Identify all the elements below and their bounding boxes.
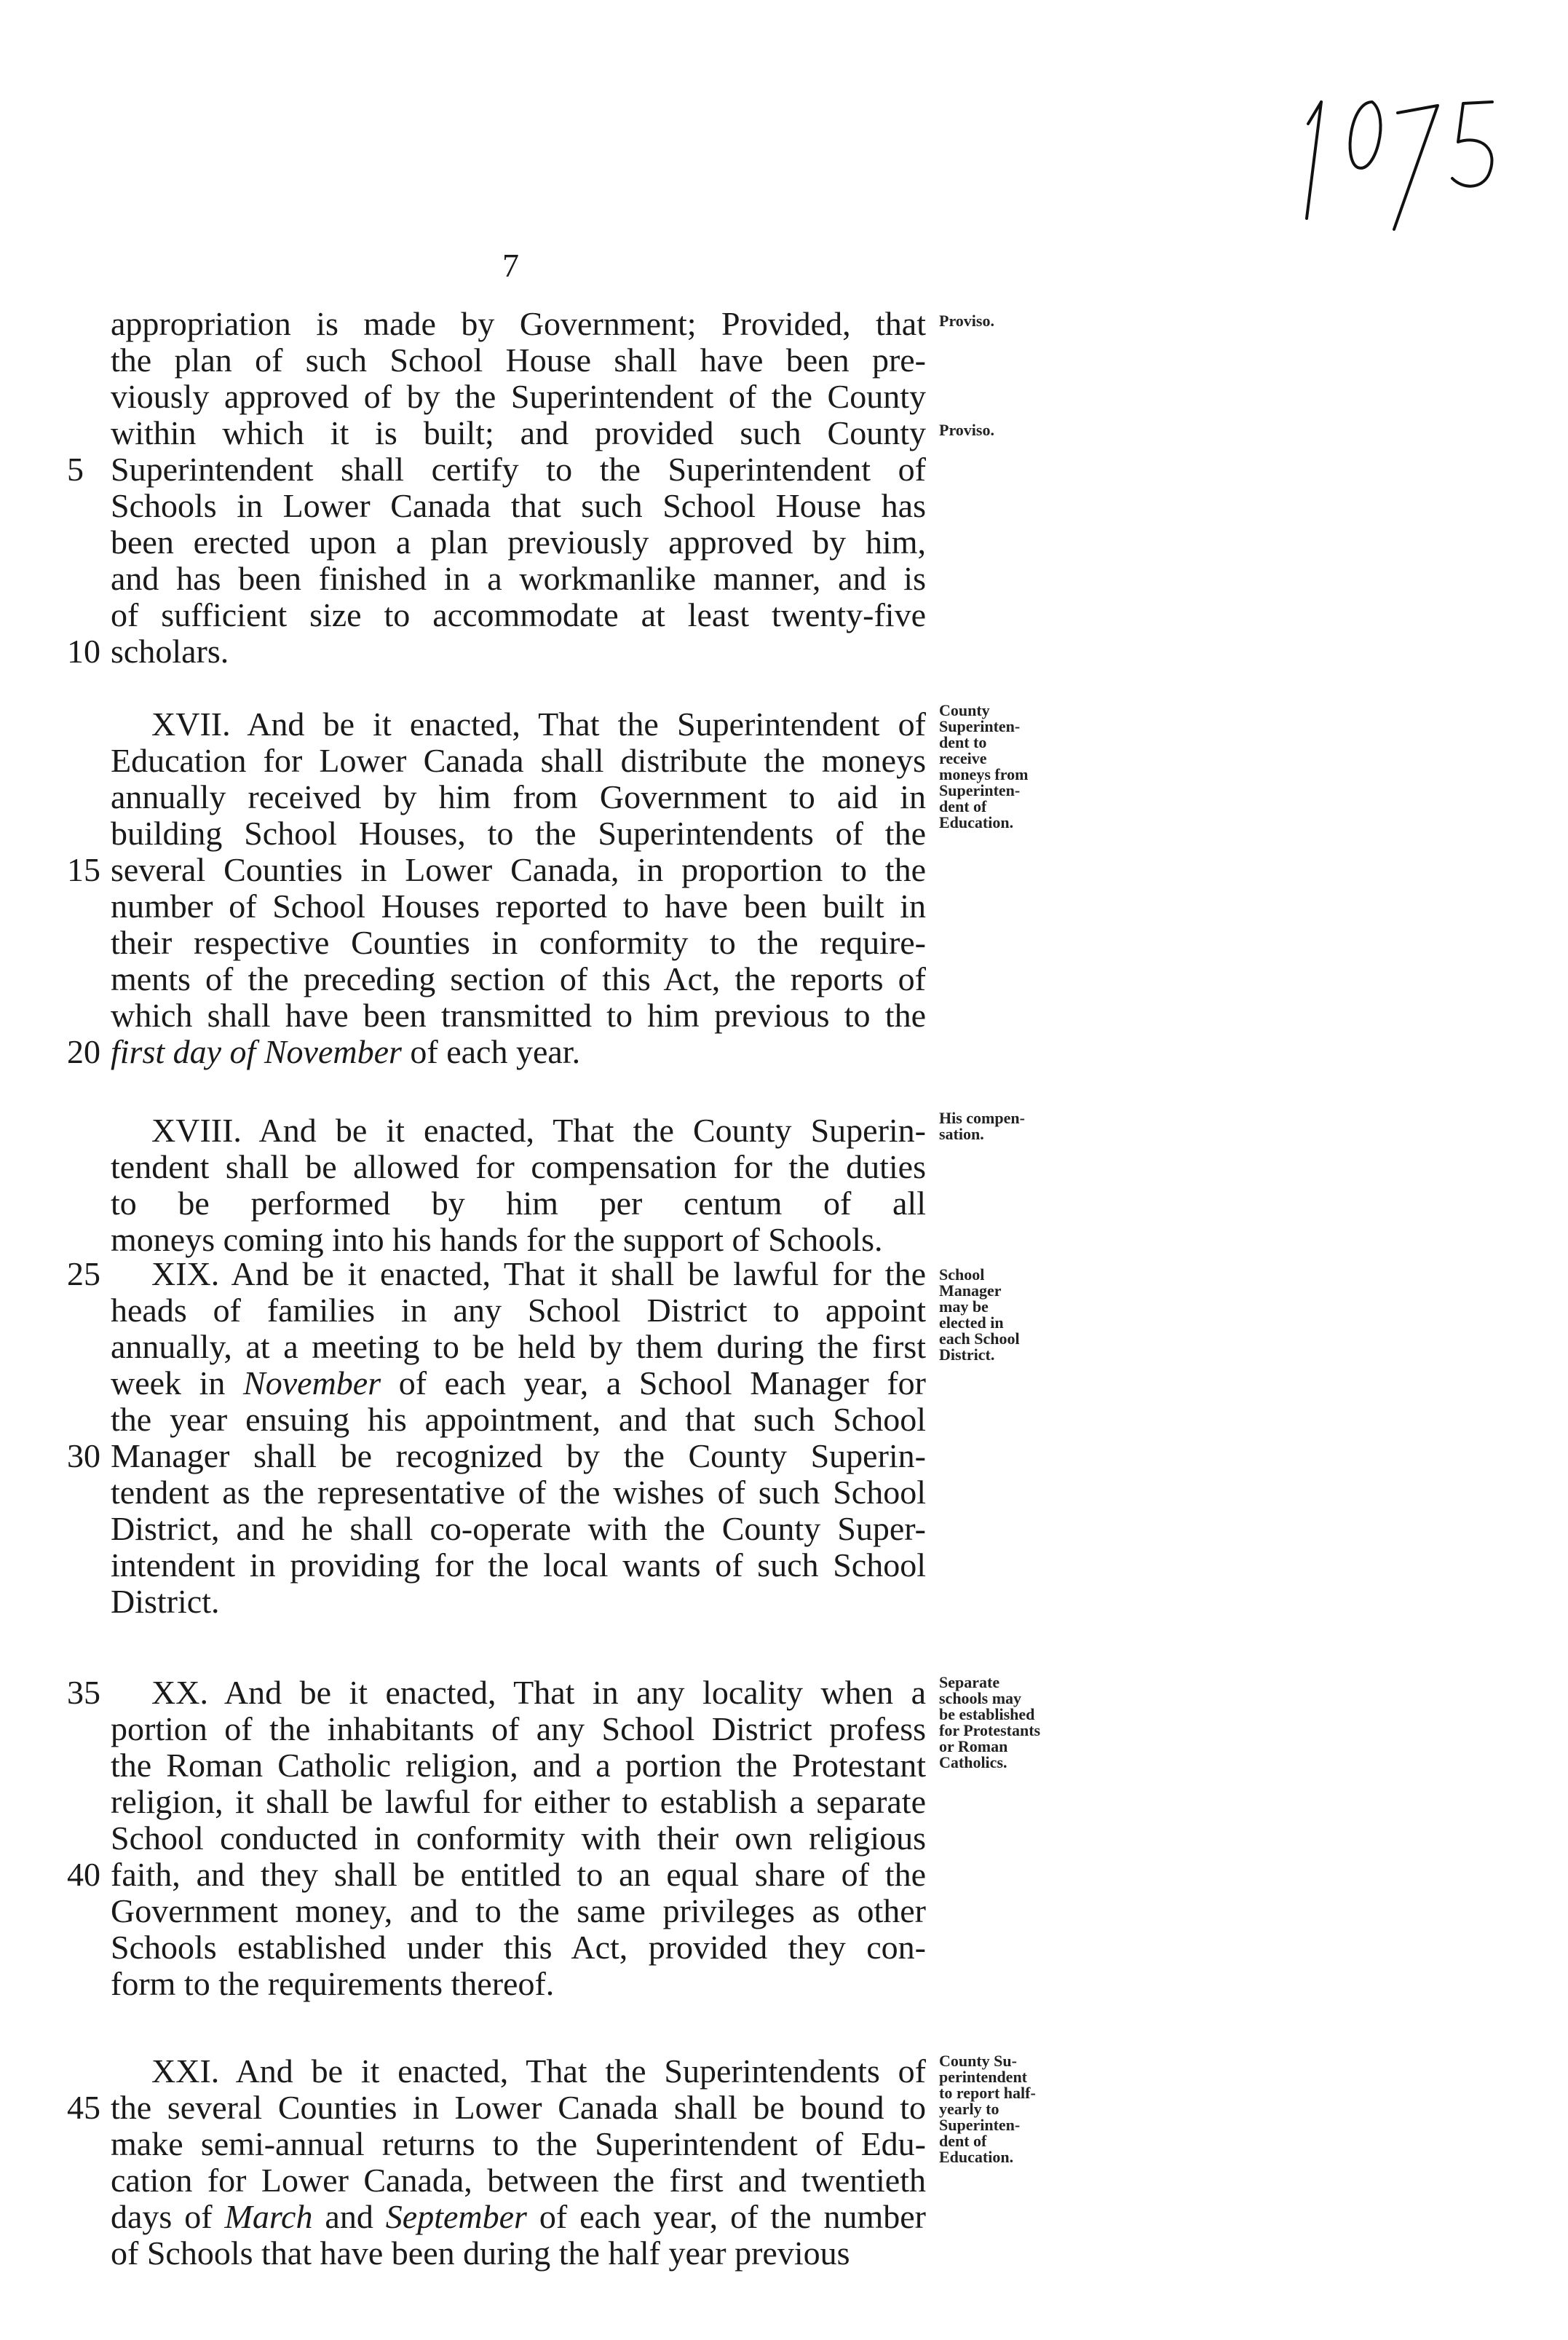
text-line: XVIII. And be it enacted, That the County Superin- bbox=[151, 1112, 926, 1149]
text-line: faith, and they shall be entitled to an equal share of the bbox=[111, 1856, 926, 1893]
text-line: Government money, and to the same privileges as other bbox=[111, 1892, 926, 1929]
text-line: tendent shall be allowed for compensation for the duties bbox=[111, 1148, 926, 1185]
line-number: 10 bbox=[67, 633, 100, 670]
text-line: make semi-annual returns to the Superintendent of Edu- bbox=[111, 2125, 926, 2162]
text-line: scholars. bbox=[111, 633, 229, 670]
text-line: School conducted in conformity with their own religious bbox=[111, 1819, 926, 1857]
handwritten-page-number bbox=[1292, 73, 1510, 233]
text-line: been erected upon a plan previously approved by him, bbox=[111, 523, 926, 561]
text-line: XVII. And be it enacted, That the Superintendent of bbox=[151, 705, 926, 743]
text-line: XX. And be it enacted, That in any locality when a bbox=[151, 1674, 926, 1711]
text-line: District. bbox=[111, 1583, 220, 1620]
text-line: intendent in providing for the local wants of such School bbox=[111, 1546, 926, 1584]
margin-note: School Manager may be elected in each School District. bbox=[939, 1265, 1020, 1364]
handwritten-number-graphic bbox=[1292, 73, 1510, 233]
text-line: ments of the preceding section of this Act, the reports of bbox=[111, 960, 926, 997]
text-line: of Schools that have been during the half year previous bbox=[111, 2234, 850, 2272]
line-number: 5 bbox=[67, 451, 84, 488]
text-line: Manager shall be recognized by the County Superin- bbox=[111, 1437, 926, 1474]
text-line: XIX. And be it enacted, That it shall be lawful for the bbox=[151, 1255, 926, 1292]
margin-note: County Superinten- dent to receive moneys from Superinten- dent of Education. bbox=[939, 701, 1029, 831]
text-line: their respective Counties in conformity to the require- bbox=[111, 924, 926, 961]
line-number: 25 bbox=[67, 1255, 100, 1292]
text-line: cation for Lower Canada, between the first and twentieth bbox=[111, 2162, 926, 2199]
text-line: religion, it shall be lawful for either to establish a separate bbox=[111, 1783, 926, 1820]
text-line: the Roman Catholic religion, and a portion the Protestant bbox=[111, 1747, 926, 1784]
text-line: appropriation is made by Government; Provided, that bbox=[111, 305, 926, 342]
margin-note: His compen- sation. bbox=[939, 1109, 1025, 1143]
text-line: days of March and September of each year, of the number bbox=[111, 2198, 927, 2235]
text-line: number of School Houses reported to have been built in bbox=[111, 888, 926, 925]
text-line: annually received by him from Government to aid in bbox=[111, 778, 926, 815]
text-line: several Counties in Lower Canada, in proportion to the bbox=[111, 851, 926, 888]
text-line: within which it is built; and provided such County bbox=[111, 414, 926, 451]
text-line: of sufficient size to accommodate at least twenty-five bbox=[111, 596, 926, 633]
text-line: which shall have been transmitted to him previous to the bbox=[111, 997, 926, 1034]
line-number: 15 bbox=[67, 851, 100, 888]
text-line: Education for Lower Canada shall distribute the moneys bbox=[111, 742, 926, 779]
text-line: moneys coming into his hands for the support of Schools. bbox=[111, 1221, 883, 1258]
line-number: 45 bbox=[67, 2089, 100, 2126]
text-line: portion of the inhabitants of any School District profess bbox=[111, 1710, 926, 1747]
line-number: 20 bbox=[67, 1033, 100, 1070]
text-line: and has been finished in a workmanlike manner, and is bbox=[111, 560, 926, 597]
text-line: first day of November of each year. bbox=[111, 1033, 581, 1070]
page-number: 7 bbox=[502, 247, 520, 284]
line-number: 30 bbox=[67, 1437, 100, 1474]
text-line: to be performed by him per centum of all bbox=[111, 1185, 926, 1222]
text-line: Schools established under this Act, provided they con- bbox=[111, 1929, 926, 1966]
line-number: 35 bbox=[67, 1674, 100, 1711]
text-line: Superintendent shall certify to the Superintendent of bbox=[111, 451, 926, 488]
margin-note: Proviso. bbox=[939, 312, 994, 330]
text-line: District, and he shall co-operate with the County Super- bbox=[111, 1510, 926, 1547]
text-line: XXI. And be it enacted, That the Superintendents of bbox=[151, 2052, 926, 2090]
margin-note: Proviso. bbox=[939, 421, 994, 439]
text-line: week in November of each year, a School Manager for bbox=[111, 1364, 926, 1402]
text-line: viously approved of by the Superintendent of the County bbox=[111, 378, 926, 415]
text-line: the year ensuing his appointment, and that such School bbox=[111, 1401, 926, 1438]
text-line: Schools in Lower Canada that such School House has bbox=[111, 487, 926, 524]
text-line: building School Houses, to the Superintendents of the bbox=[111, 815, 926, 852]
text-line: the several Counties in Lower Canada shall be bound to bbox=[111, 2089, 926, 2126]
margin-note: Separate schools may be established for Protestants or Roman Catholics. bbox=[939, 1673, 1041, 1771]
margin-note: County Su- perintendent to report half- yearly to Superinten- dent of Education. bbox=[939, 2052, 1036, 2166]
text-line: annually, at a meeting to be held by them during the first bbox=[111, 1328, 926, 1365]
text-line: form to the requirements thereof. bbox=[111, 1965, 555, 2002]
text-line: tendent as the representative of the wishes of such School bbox=[111, 1474, 926, 1511]
text-line: the plan of such School House shall have been pre- bbox=[111, 341, 926, 379]
line-number: 40 bbox=[67, 1856, 100, 1893]
text-line: heads of families in any School District to appoint bbox=[111, 1292, 926, 1329]
